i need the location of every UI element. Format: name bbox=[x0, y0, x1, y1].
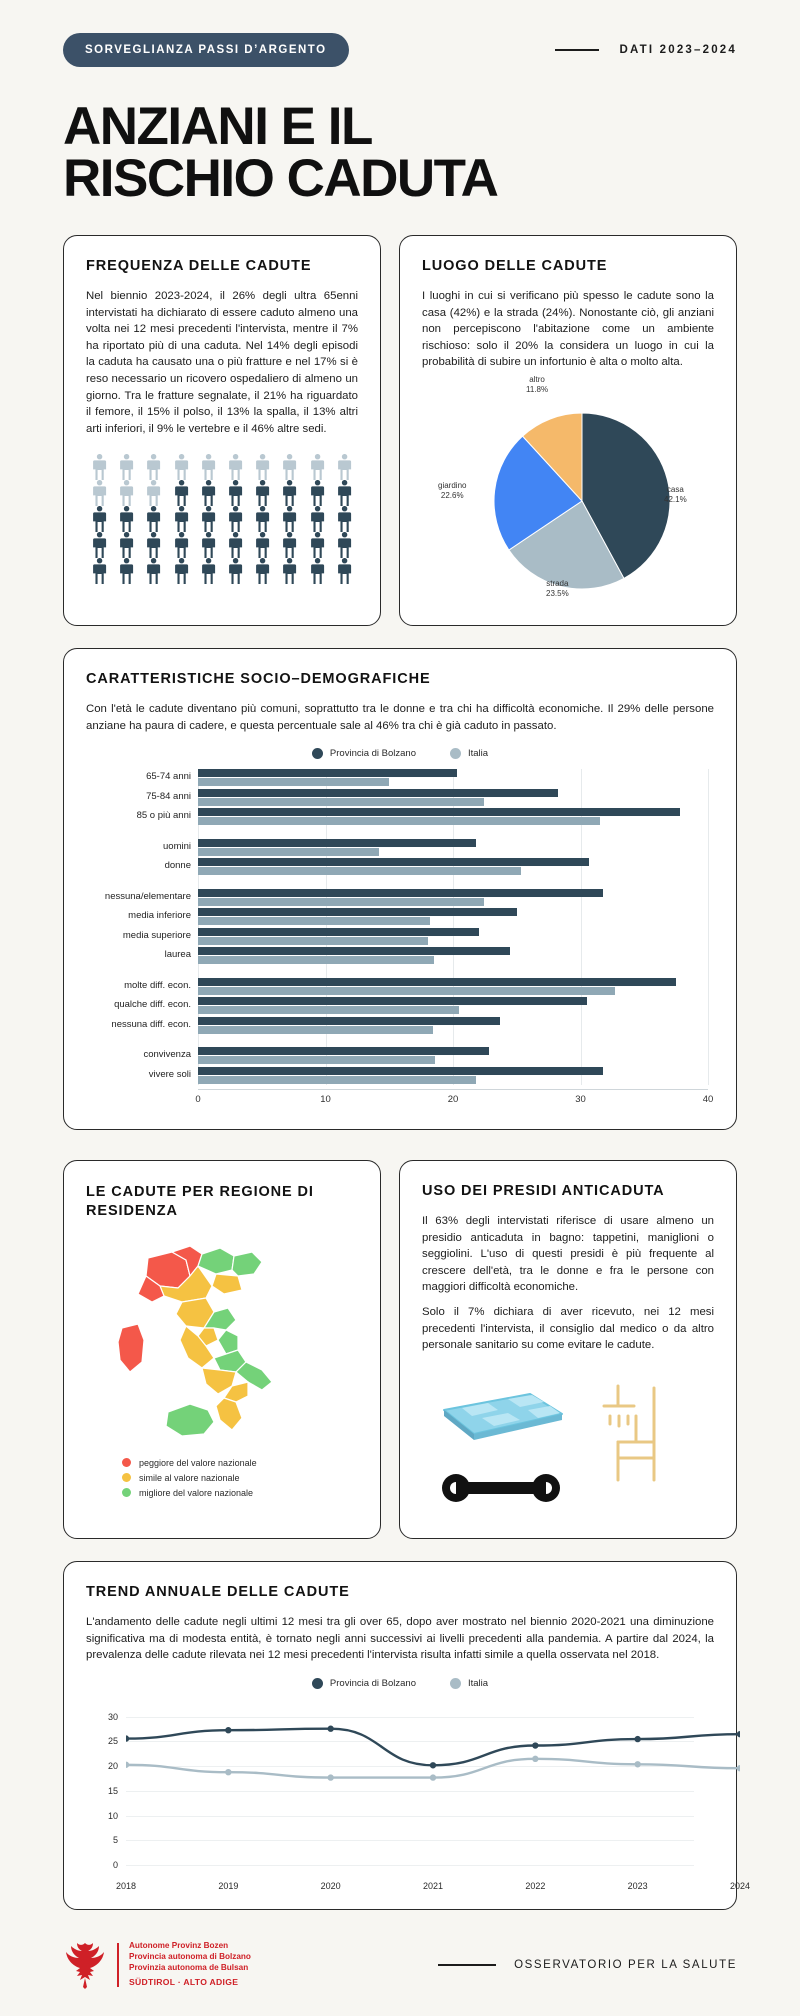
card-regione-title-line2: RESIDENZA bbox=[86, 1203, 178, 1220]
bar-row bbox=[164, 858, 708, 876]
bar-bolzano bbox=[198, 889, 603, 897]
province-logo bbox=[63, 1940, 251, 1990]
bar-group bbox=[111, 978, 708, 1035]
trend-legend-label-italia: Italia bbox=[468, 1677, 489, 1689]
person-icon bbox=[168, 454, 195, 480]
pie-label-casa: casa 42.1% bbox=[664, 485, 687, 505]
bar-italia bbox=[198, 817, 600, 825]
person-icon bbox=[195, 454, 222, 480]
trend-point bbox=[126, 1735, 129, 1741]
person-icon bbox=[168, 532, 195, 558]
person-icon bbox=[168, 558, 195, 584]
person-icon bbox=[222, 558, 249, 584]
legend-dot-italia bbox=[450, 748, 461, 759]
person-icon bbox=[140, 454, 167, 480]
bar-bolzano bbox=[198, 908, 517, 916]
trend-legend-dot-bolzano bbox=[312, 1678, 323, 1689]
line-y-tick: 15 bbox=[107, 1785, 118, 1796]
bar-row bbox=[104, 889, 708, 907]
person-icon bbox=[304, 480, 331, 506]
bar-italia bbox=[198, 898, 484, 906]
bar-bolzano bbox=[198, 978, 676, 986]
bar-italia bbox=[198, 848, 379, 856]
logo-divider bbox=[117, 1943, 119, 1987]
map-legend-label-similar: simile al valore nazionale bbox=[139, 1472, 240, 1483]
person-icon bbox=[304, 506, 331, 532]
bar-bolzano bbox=[198, 1017, 500, 1025]
card-frequenza-title: FREQUENZA DELLE CADUTE bbox=[86, 257, 312, 274]
person-icon bbox=[113, 454, 140, 480]
map-dot-worse bbox=[122, 1458, 131, 1467]
person-icon bbox=[331, 506, 358, 532]
person-icon bbox=[331, 480, 358, 506]
bar-row bbox=[122, 928, 708, 946]
bar-group bbox=[104, 889, 708, 966]
legend-label-bolzano: Provincia di Bolzano bbox=[329, 748, 416, 760]
survey-badge: SORVEGLIANZA PASSI D’ARGENTO bbox=[63, 33, 349, 67]
card-socio-title: CARATTERISTICHE SOCIO–DEMOGRAFICHE bbox=[86, 671, 431, 688]
person-icon bbox=[222, 480, 249, 506]
trend-point bbox=[737, 1731, 740, 1737]
presidi-illustration bbox=[422, 1368, 714, 1518]
trend-point bbox=[430, 1774, 436, 1780]
trend-legend-label-bolzano: Provincia di Bolzano bbox=[329, 1677, 416, 1689]
bar-row-label: uomini bbox=[163, 840, 191, 852]
map-dot-similar bbox=[122, 1473, 131, 1482]
person-icon bbox=[195, 506, 222, 532]
eagle-tail bbox=[83, 1978, 87, 1989]
card-trend-title: TREND ANNUALE DELLE CADUTE bbox=[86, 1583, 350, 1600]
region-friuli bbox=[232, 1252, 262, 1276]
person-icon bbox=[249, 558, 276, 584]
page-footer bbox=[63, 1940, 737, 2016]
bar-italia bbox=[198, 987, 615, 995]
legend-dot-bolzano bbox=[312, 748, 323, 759]
footer-label: OSSERVATORIO PER LA SALUTE bbox=[514, 1958, 737, 1971]
bar-chart-x-axis bbox=[195, 1089, 714, 1109]
trend-legend bbox=[86, 1678, 714, 1689]
bar-bolzano bbox=[198, 789, 558, 797]
page-title-line2: RISCHIO CADUTA bbox=[63, 148, 498, 208]
person-icon bbox=[222, 532, 249, 558]
person-icon bbox=[249, 480, 276, 506]
person-icon bbox=[113, 532, 140, 558]
page-header bbox=[63, 0, 737, 67]
bar-row bbox=[111, 1017, 708, 1035]
page-title-line1: ANZIANI E IL bbox=[63, 97, 372, 156]
card-trend-body: L'andamento delle cadute negli ultimi 12 mesi tra gli over 65, dopo aver mostrato nel biennio 2020-2021 una diminuzione significativa ma di modesta entità, è tornato negli anni successivi ai livelli precedenti alla pandemia. A partire dal 2024, la prevalenza delle cadute rilevata nei 12 mesi precedenti l'intervista risulta infatti simile a quella osservata nel 2018. bbox=[86, 1615, 714, 1662]
legend-item-bolzano bbox=[312, 748, 416, 759]
person-icon bbox=[276, 480, 303, 506]
pie-label-strada: strada 23.5% bbox=[546, 579, 569, 599]
person-icon bbox=[222, 506, 249, 532]
card-regione-title bbox=[86, 1183, 358, 1222]
bar-row-label: qualche diff. econ. bbox=[114, 999, 191, 1011]
person-icon bbox=[331, 454, 358, 480]
bar-x-tick: 40 bbox=[702, 1093, 714, 1105]
person-icon bbox=[168, 506, 195, 532]
trend-point bbox=[126, 1761, 129, 1767]
legend-item-italia bbox=[450, 748, 488, 759]
pie-chart-luogo bbox=[422, 373, 716, 605]
bar-x-tick: 10 bbox=[320, 1093, 331, 1105]
bar-row-label: 85 o più anni bbox=[136, 810, 191, 822]
line-y-tick: 5 bbox=[112, 1835, 118, 1846]
trend-point bbox=[532, 1742, 538, 1748]
trend-point bbox=[737, 1765, 740, 1771]
region-trentino bbox=[198, 1248, 234, 1274]
bar-row-label: 75-84 anni bbox=[146, 790, 191, 802]
eagle-icon bbox=[63, 1940, 107, 1990]
bar-x-tick: 30 bbox=[575, 1093, 586, 1105]
bar-plot-area bbox=[104, 769, 708, 1085]
bar-bolzano bbox=[198, 839, 476, 847]
bar-row bbox=[146, 769, 708, 787]
trend-svg bbox=[126, 1699, 740, 1889]
map-legend-label-better: migliore del valore nazionale bbox=[139, 1487, 254, 1498]
bar-italia bbox=[198, 937, 428, 945]
bar-row-label: donne bbox=[164, 860, 191, 872]
bar-row bbox=[163, 839, 708, 857]
bar-row bbox=[114, 997, 708, 1015]
card-luogo-title: LUOGO DELLE CADUTE bbox=[422, 257, 608, 274]
bar-row bbox=[143, 1047, 708, 1065]
eagle-shape bbox=[66, 1943, 104, 1980]
bar-row-label: nessuna/elementare bbox=[104, 890, 191, 902]
map-dot-better bbox=[122, 1488, 131, 1497]
logo-line-lad: Provinzia autonoma de Bulsan bbox=[129, 1963, 249, 1973]
bar-row bbox=[124, 978, 708, 996]
card-frequenza bbox=[63, 235, 381, 626]
person-icon bbox=[331, 532, 358, 558]
person-icon bbox=[195, 558, 222, 584]
pie-label-altro: altro 11.8% bbox=[526, 375, 549, 395]
line-y-tick: 20 bbox=[107, 1761, 118, 1772]
trend-line-chart bbox=[86, 1699, 751, 1891]
person-icon bbox=[168, 480, 195, 506]
footer-right-group bbox=[438, 1959, 737, 1971]
italy-map bbox=[86, 1236, 358, 1452]
map-legend-label-worse: peggiore del valore nazionale bbox=[139, 1457, 257, 1468]
bar-bolzano bbox=[198, 928, 479, 936]
person-icon bbox=[86, 454, 113, 480]
map-legend-item-worse bbox=[122, 1458, 358, 1468]
bar-gridline bbox=[708, 769, 709, 1085]
bar-x-tick: 20 bbox=[447, 1093, 459, 1105]
person-icon bbox=[249, 532, 276, 558]
logo-subtitle: SÜDTIROL · ALTO ADIGE bbox=[129, 1976, 239, 1987]
person-icon bbox=[86, 506, 113, 532]
person-icon bbox=[276, 454, 303, 480]
bar-italia bbox=[198, 1076, 476, 1084]
bar-row-label: vivere soli bbox=[148, 1068, 191, 1080]
bar-italia bbox=[198, 798, 484, 806]
region-veneto bbox=[212, 1274, 242, 1294]
socio-bar-chart bbox=[86, 769, 714, 1085]
line-y-tick: 25 bbox=[107, 1736, 118, 1747]
person-icon bbox=[331, 558, 358, 584]
card-luogo-body: I luoghi in cui si verificano più spesso le cadute sono la casa (42%) e la strada (24%). Nonostante ciò, gli anziani non percepiscono l'abitazione come un ambiente rischioso: solo il 20% la considera un luogo in cui la probabilità di subire un infortunio è alta o molto alta. bbox=[422, 289, 714, 369]
card-trend bbox=[63, 1561, 751, 1910]
person-icon bbox=[113, 558, 140, 584]
bar-bolzano bbox=[198, 769, 457, 777]
bar-italia bbox=[198, 956, 434, 964]
bar-row-label: laurea bbox=[164, 949, 191, 961]
card-regione-title-line1: LE CADUTE PER REGIONE DI bbox=[86, 1183, 314, 1200]
bar-italia bbox=[198, 867, 521, 875]
bar-row bbox=[148, 1067, 708, 1085]
person-icon bbox=[86, 480, 113, 506]
header-date: DATI 2023–2024 bbox=[619, 44, 737, 56]
grab-bar-icon bbox=[442, 1474, 560, 1502]
person-icon bbox=[86, 558, 113, 584]
person-icon bbox=[276, 506, 303, 532]
trend-legend-item-italia bbox=[450, 1678, 488, 1689]
bar-italia bbox=[198, 1056, 435, 1064]
trend-point bbox=[327, 1774, 333, 1780]
line-x-tick: 2020 bbox=[320, 1880, 341, 1891]
line-x-tick: 2021 bbox=[422, 1880, 444, 1891]
trend-point bbox=[634, 1761, 640, 1767]
italy-map-svg bbox=[86, 1236, 360, 1452]
person-icon bbox=[249, 506, 276, 532]
line-x-tick: 2018 bbox=[115, 1880, 137, 1891]
card-regione bbox=[63, 1160, 381, 1539]
bar-row bbox=[128, 908, 708, 926]
card-frequenza-body: Nel biennio 2023-2024, il 26% degli ultra 65enni intervistati ha dichiarato di essere caduto almeno una volta nei 12 mesi precedenti l'intervista, mentre il 7% ha riportato più di una caduta. Nel 14% degli episodi la caduta ha causato una o più fratture e nel 17% si è reso necessario un ricovero ospedaliero di almeno un giorno. Tra le fratture segnalate, il 21% ha riguardato il femore, il 15% il polso, il 13% la spalla, il 13% altri arti inferiori, il 9% le vertebre e il 46% altre sedi. bbox=[86, 289, 358, 435]
people-pictogram bbox=[86, 454, 358, 584]
card-socio-demografiche bbox=[63, 648, 737, 1130]
bar-bolzano bbox=[198, 947, 510, 955]
region-sicilia bbox=[166, 1404, 214, 1436]
bar-italia bbox=[198, 917, 430, 925]
trend-legend-dot-italia bbox=[450, 1678, 461, 1689]
bar-group bbox=[143, 1047, 708, 1085]
bar-group bbox=[136, 769, 708, 826]
map-legend-item-better bbox=[122, 1488, 358, 1498]
line-x-tick: 2019 bbox=[218, 1880, 239, 1891]
bar-row-label: nessuna diff. econ. bbox=[111, 1018, 191, 1030]
card-luogo bbox=[399, 235, 737, 626]
map-legend-item-similar bbox=[122, 1473, 358, 1483]
line-y-tick: 10 bbox=[107, 1810, 118, 1821]
region-calabria bbox=[216, 1398, 242, 1430]
person-icon bbox=[86, 532, 113, 558]
person-icon bbox=[140, 480, 167, 506]
line-y-tick: 0 bbox=[112, 1859, 118, 1870]
person-icon bbox=[276, 558, 303, 584]
trend-point bbox=[225, 1769, 231, 1775]
person-icon bbox=[140, 532, 167, 558]
bar-italia bbox=[198, 1006, 459, 1014]
bar-bolzano bbox=[198, 1047, 489, 1055]
person-icon bbox=[304, 454, 331, 480]
bar-bolzano bbox=[198, 808, 680, 816]
bar-row-label: convivenza bbox=[143, 1049, 191, 1061]
trend-point bbox=[634, 1736, 640, 1742]
person-icon bbox=[304, 532, 331, 558]
trend-legend-item-bolzano bbox=[312, 1678, 416, 1689]
logo-line-it: Provincia autonoma di Bolzano bbox=[129, 1952, 251, 1962]
bar-row-label: media inferiore bbox=[128, 910, 191, 922]
person-icon bbox=[249, 454, 276, 480]
map-legend bbox=[86, 1458, 358, 1498]
line-x-tick: 2022 bbox=[525, 1880, 546, 1891]
logo-line-de: Autonome Provinz Bozen bbox=[129, 1941, 229, 1951]
bar-row bbox=[146, 789, 708, 807]
card-presidi bbox=[399, 1160, 737, 1539]
bar-row bbox=[164, 947, 708, 965]
bar-row-label: media superiore bbox=[122, 929, 191, 941]
trend-point bbox=[532, 1756, 538, 1762]
person-icon bbox=[140, 506, 167, 532]
card-socio-body: Con l'età le cadute diventano più comuni, soprattutto tra le donne e tra chi ha difficoltà economiche. Il 29% delle persone anziane ha paura di cadere, e questa percentuale sale al 46% tra chi è già caduto in passato. bbox=[86, 703, 714, 732]
line-x-tick: 2024 bbox=[729, 1880, 751, 1891]
bar-italia bbox=[198, 1026, 433, 1034]
presidi-svg bbox=[422, 1368, 716, 1518]
trend-point bbox=[430, 1762, 436, 1768]
bar-x-tick: 0 bbox=[195, 1093, 201, 1105]
row-regione-presidi bbox=[63, 1160, 737, 1539]
pie-label-giardino: giardino 22.6% bbox=[438, 481, 467, 501]
bar-row-label: 65-74 anni bbox=[146, 771, 191, 783]
person-icon bbox=[113, 506, 140, 532]
trend-point bbox=[327, 1725, 333, 1731]
trend-point bbox=[225, 1727, 231, 1733]
header-date-group bbox=[555, 44, 737, 56]
bar-italia bbox=[198, 778, 389, 786]
bar-bolzano bbox=[198, 997, 587, 1005]
person-icon bbox=[304, 558, 331, 584]
page-title bbox=[63, 97, 737, 208]
card-presidi-body-1: Il 63% degli intervistati riferisce di usare almeno un presidio anticaduta in bagno: tappetini, maniglioni o seggiolini. L'uso di questi presidi è più frequente al crescere dell'età, tra le donne e fra le persone con maggiori difficoltà economiche. bbox=[422, 1214, 714, 1294]
line-y-tick: 30 bbox=[107, 1711, 118, 1722]
person-icon bbox=[113, 480, 140, 506]
bar-bolzano bbox=[198, 1067, 603, 1075]
card-presidi-body-2: Solo il 7% dichiara di aver ricevuto, nei 12 mesi precedenti l'intervista, il consiglio dal medico o da altro personale sanitario su come evitare le cadute. bbox=[422, 1306, 714, 1352]
line-x-tick: 2023 bbox=[627, 1880, 648, 1891]
bar-row bbox=[136, 808, 708, 826]
bar-bolzano bbox=[198, 858, 589, 866]
person-icon bbox=[276, 532, 303, 558]
bar-group bbox=[163, 839, 708, 877]
person-icon bbox=[222, 454, 249, 480]
person-icon bbox=[195, 532, 222, 558]
person-icon bbox=[140, 558, 167, 584]
footer-rule bbox=[438, 1964, 496, 1965]
card-presidi-title: USO DEI PRESIDI ANTICADUTA bbox=[422, 1182, 665, 1199]
legend-label-italia: Italia bbox=[468, 748, 489, 760]
person-icon bbox=[195, 480, 222, 506]
header-rule bbox=[555, 49, 599, 51]
shower-chair-icon bbox=[604, 1386, 654, 1480]
row-frequenza-luogo bbox=[63, 235, 737, 626]
socio-legend bbox=[86, 748, 714, 759]
bar-row-label: molte diff. econ. bbox=[124, 979, 191, 991]
region-sardegna bbox=[118, 1324, 144, 1372]
trend-line-bolzano bbox=[126, 1729, 740, 1766]
bath-mat-icon bbox=[444, 1394, 562, 1440]
logo-text-block bbox=[129, 1941, 251, 1988]
